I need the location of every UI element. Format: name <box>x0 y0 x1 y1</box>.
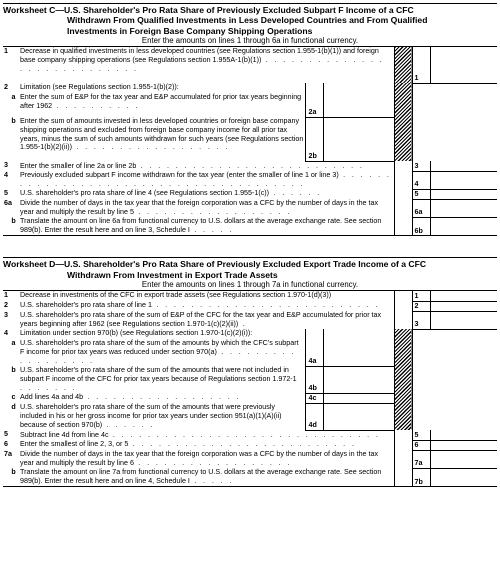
line-ref: 4c <box>306 393 324 403</box>
line-row <box>3 366 497 393</box>
worksheet-c-title <box>3 5 497 15</box>
line-number: 1 <box>4 291 8 300</box>
line-number: b <box>11 468 16 477</box>
line-ref: 4b <box>306 366 324 393</box>
line-text: U.S. shareholder's pro rata share of the sum of the amounts that were not included in subpart F income of the CFC for prior tax years because of Regulations section 1.972-1 . . . . . . . <box>20 366 297 392</box>
worksheet-c <box>3 3 497 236</box>
worksheet-c-title-line2: Withdrawn From Qualified Investments in Less Developed Countries and From Qualified <box>67 15 428 26</box>
line-row <box>3 93 497 117</box>
page <box>3 3 497 487</box>
line-ref: 2a <box>306 93 324 117</box>
line-number: d <box>11 403 16 412</box>
line-ref: 2b <box>306 117 324 161</box>
line-amount-field[interactable] <box>430 430 497 440</box>
line-text: Enter the smaller of line 2a or line 2b . . . . . . . . . . . . . . . . . . . . . . . . . . <box>20 161 365 170</box>
line-row <box>3 83 497 93</box>
line-row <box>3 329 497 339</box>
shaded-cell <box>394 47 412 83</box>
line-ref: 4d <box>306 403 324 430</box>
line-number: 7a <box>4 450 12 459</box>
worksheet-d <box>3 257 497 487</box>
line-ref: 4 <box>412 171 430 189</box>
line-text: Decrease in qualified investments in less developed countries (see Regulations section 1.955-1(b)(1)) and foreign base company shipping operations (see Regulations section 1.955A-1(b)(1)) . . . . . . . . . . . . . . . . . . . . . . . . . . . . <box>20 47 385 73</box>
line-ref: 3 <box>412 161 430 171</box>
line-row <box>3 339 497 366</box>
line-text: Translate the amount on line 6a from functional currency to U.S. dollars at the average exchange rate. See section 989(b). Enter the result here and on line 3, Schedule I . . . . . <box>20 217 382 234</box>
line-number: a <box>11 339 16 348</box>
line-row <box>3 161 497 171</box>
line-number: 2 <box>4 83 8 92</box>
line-row <box>3 171 497 189</box>
line-amount-field[interactable] <box>430 450 497 468</box>
line-row <box>3 440 497 450</box>
worksheet-d-subtitle: Enter the amounts on lines 1 through 7a in functional currency. <box>141 279 359 289</box>
line-amount-field[interactable] <box>430 189 497 199</box>
worksheet-c-subtitle: Enter the amounts on lines 1 through 6a in functional currency. <box>141 35 359 45</box>
worksheet-c-label: Worksheet C <box>3 5 56 15</box>
line-amount-field[interactable] <box>430 161 497 171</box>
line-number: 4 <box>4 171 8 180</box>
line-amount-field[interactable] <box>430 199 497 217</box>
line-ref: 1 <box>412 291 430 301</box>
worksheet-c-header <box>3 4 497 47</box>
line-number: 3 <box>4 161 8 170</box>
worksheet-d-title-line2: Withdrawn From Investment in Export Trade Assets <box>67 269 278 280</box>
shaded-cell <box>394 83 412 161</box>
line-row <box>3 403 497 430</box>
line-number: 6 <box>4 440 8 449</box>
line-number: 5 <box>4 189 8 198</box>
line-ref: 5 <box>412 430 430 440</box>
line-number: 2 <box>4 301 8 310</box>
line-text: Enter the sum of E&P for the tax year and E&P accumulated for prior tax years beginning after 1962 . . . . . . . . . . <box>20 93 302 110</box>
line-number: 6a <box>4 199 12 208</box>
line-amount-field[interactable] <box>324 339 394 366</box>
line-text: U.S. shareholder's pro rata share of the sum of E&P of the CFC for the tax year and E&P accumulated for prior tax years beginning after 1962 (see Regulations section 1.970-1(c)(2)(ii)) . <box>20 311 382 329</box>
line-row <box>3 430 497 440</box>
line-text: Subtract line 4d from line 4c . . . . . . . . . . . . . . . . . . . . . . . . . . . . . . . <box>20 430 381 439</box>
line-amount-field[interactable] <box>324 93 394 117</box>
line-number: b <box>11 117 16 126</box>
line-amount-field[interactable] <box>430 311 497 329</box>
line-text: Enter the sum of amounts invested in less developed countries or foreign base company shipping operations and excluded from foreign base company income for all prior tax years, minus the sum of such amounts withdrawn for such years (see Regulations section 1.955-1(b)(2)(ii)) . . . . . . . . . . . . . . . . . . <box>20 117 304 152</box>
line-amount-field[interactable] <box>324 393 394 403</box>
line-ref: 7b <box>412 468 430 486</box>
line-number: 5 <box>4 430 8 439</box>
line-text: Limitation under section 970(b) (see Regulations section 1.970-1(c)(2)(i)): <box>20 329 253 338</box>
worksheet-c-lines <box>3 47 497 235</box>
line-row <box>3 217 497 235</box>
line-row <box>3 468 497 486</box>
line-ref: 1 <box>412 47 430 83</box>
line-row <box>3 450 497 468</box>
line-text: Divide the number of days in the tax year that the foreign corporation was a CFC by the number of days in the tax year and multiply the result by line 5 . . . . . . . . . . . . . . . . . . <box>20 199 379 216</box>
line-text: Translate the amount on line 7a from functional currency to U.S. dollars at the average exchange rate. See section 989(b). Enter the result here and on line 4, Schedule I . . . . . <box>20 468 382 486</box>
line-ref: 2 <box>412 301 430 311</box>
worksheet-d-title <box>3 259 497 269</box>
worksheet-d-title-line1: —U.S. Shareholder's Pro Rata Share of Previously Excluded Export Trade Income of a CFC <box>55 259 427 270</box>
line-row <box>3 199 497 217</box>
line-ref: 4a <box>306 339 324 366</box>
shaded-cell <box>394 329 412 430</box>
worksheet-d-label: Worksheet D <box>3 259 56 270</box>
line-number: 4 <box>4 329 8 338</box>
line-text: Previously excluded subpart F income withdrawn for the tax year (enter the smaller of line 1 or line 3) . . . . . . . . . . . . . . . . . . . . . . . . . . . . . . . . . . . . . . . <box>20 171 392 188</box>
line-number: 1 <box>4 47 8 56</box>
line-amount-field[interactable] <box>430 468 497 486</box>
line-ref: 3 <box>412 311 430 329</box>
line-ref: 6 <box>412 440 430 450</box>
line-number: c <box>11 393 16 402</box>
line-row <box>3 117 497 161</box>
worksheet-d-header <box>3 258 497 291</box>
line-amount-field[interactable] <box>430 47 497 83</box>
line-text: U.S. shareholder's pro rata share of the sum of the amounts by which the CFC's subpart F income for prior tax years was reduced under section 970(a) . . . . . . . . . . . . . . . . . . <box>20 339 299 365</box>
line-amount-field[interactable] <box>430 301 497 311</box>
line-number: a <box>11 93 16 102</box>
line-row <box>3 311 497 329</box>
line-text: Enter the smallest of line 2, 3, or 5 . . . . . . . . . . . . . . . . . . . . . . . . . . <box>20 440 357 449</box>
line-number: b <box>11 366 16 375</box>
line-text: U.S. shareholder's pro rata share of the sum of the amounts that were previously included in his or her gross income for prior tax years under section 951(a)(1)(A)(ii) because of section 970(b) . . . . . . <box>20 403 282 429</box>
worksheet-c-title-line1: —U.S. Shareholder's Pro Rata Share of Previously Excluded Subpart F Income of a CFC <box>55 5 414 15</box>
line-amount-field[interactable] <box>430 291 497 301</box>
line-ref: 6a <box>412 199 430 217</box>
line-amount-field[interactable] <box>324 366 394 393</box>
line-row <box>3 393 497 403</box>
line-text: U.S. shareholder's pro rata share of line 1 . . . . . . . . . . . . . . . . . . . . . . . . . . <box>20 301 380 310</box>
line-text: U.S. shareholder's pro rata share of line 4 (see Regulations section 1.955-1(c)) . . . . . . <box>20 189 322 198</box>
line-ref: 6b <box>412 217 430 235</box>
line-text: Decrease in investments of the CFC in export trade assets (see Regulations section 1.970-1(d)(3)) <box>20 291 332 300</box>
line-number: 3 <box>4 311 8 320</box>
line-row <box>3 189 497 199</box>
line-amount-field[interactable] <box>324 117 394 161</box>
line-amount-field[interactable] <box>430 171 497 189</box>
line-ref: 7a <box>412 450 430 468</box>
line-row <box>3 301 497 311</box>
line-row <box>3 291 497 301</box>
line-row <box>3 47 497 83</box>
line-text: Divide the number of days in the tax year that the foreign corporation was a CFC by the number of days in the tax year and multiply the result by line 6 . . . . . . . . . . . . . . . . . . <box>20 450 379 468</box>
worksheet-d-lines <box>3 291 497 486</box>
line-amount-field[interactable] <box>324 403 394 430</box>
worksheet-c-title-line3: Investments in Foreign Base Company Shipping Operations <box>67 25 313 36</box>
line-text: Add lines 4a and 4b . . . . . . . . . . . . . . . . . . <box>20 393 241 402</box>
line-number: b <box>11 217 16 226</box>
line-ref: 5 <box>412 189 430 199</box>
line-amount-field[interactable] <box>430 440 497 450</box>
line-text: Limitation (see Regulations section 1.955-1(b)(2)): <box>20 83 179 92</box>
line-amount-field[interactable] <box>430 217 497 235</box>
